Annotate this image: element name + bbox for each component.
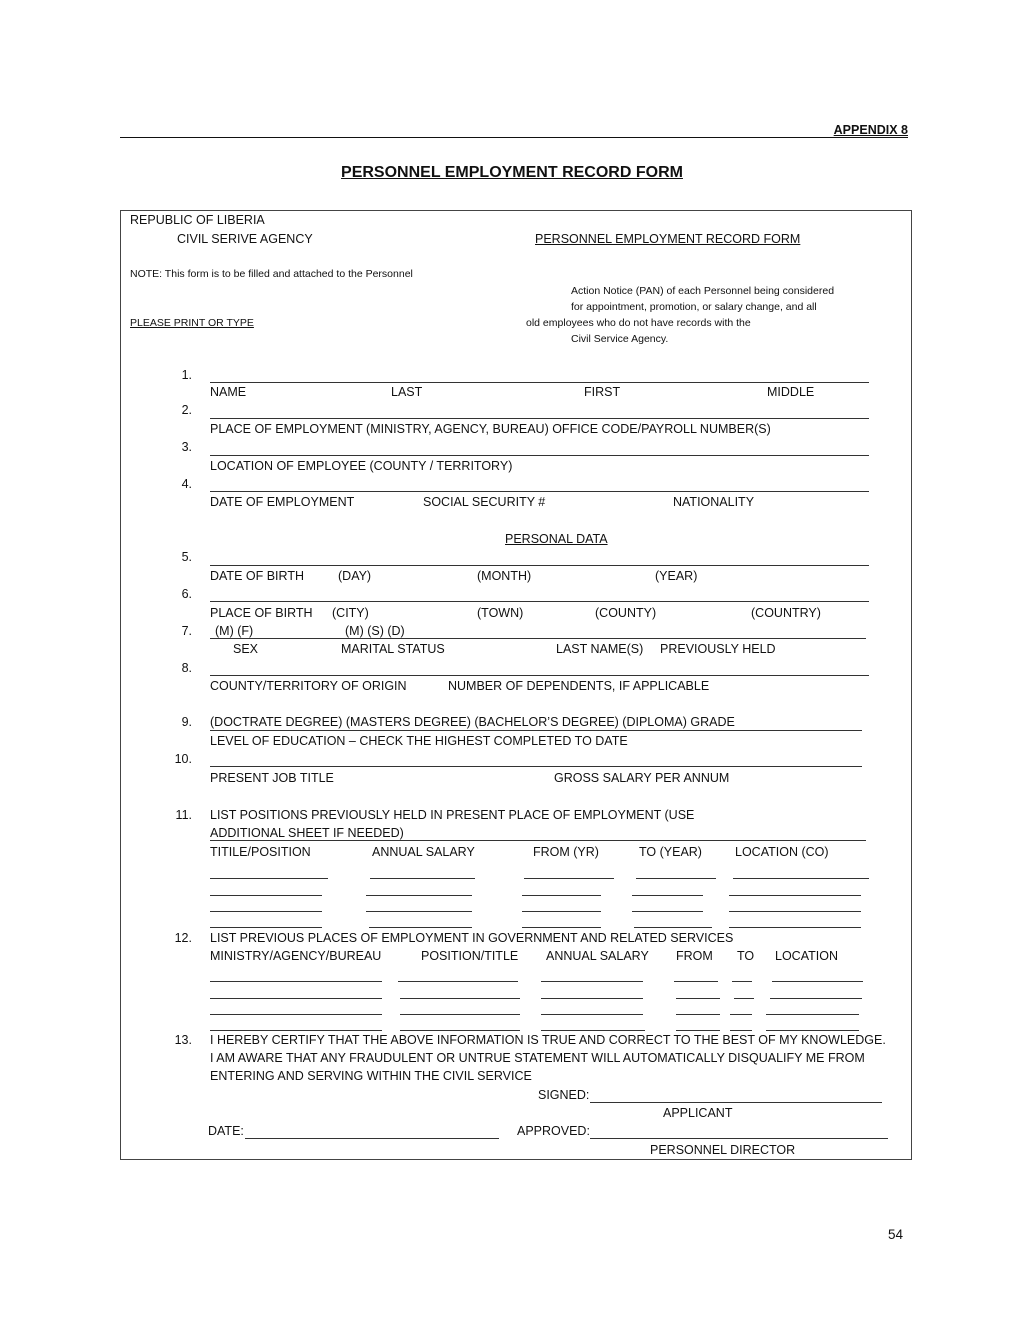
- column-header: MINISTRY/AGENCY/BUREAU: [210, 949, 382, 963]
- table-cell-blank[interactable]: [541, 1030, 645, 1031]
- field-label: SOCIAL SECURITY #: [423, 495, 546, 509]
- marital-options[interactable]: (M) (S) (D): [345, 624, 405, 638]
- item-number: 6.: [181, 587, 192, 601]
- item-number: 2.: [181, 403, 192, 417]
- table-cell-blank[interactable]: [634, 927, 712, 928]
- table-cell-blank[interactable]: [676, 998, 720, 999]
- item-number: 4.: [181, 477, 192, 491]
- note-line-3: old employees who do not have records with the: [526, 317, 751, 329]
- field-label: SEX: [233, 642, 259, 656]
- table-cell-blank[interactable]: [733, 878, 869, 879]
- column-header: ANNUAL SALARY: [546, 949, 649, 963]
- field-label: (TOWN): [477, 606, 524, 620]
- note-line-1: Action Notice (PAN) of each Personnel being considered: [571, 285, 835, 297]
- table-cell-blank[interactable]: [636, 878, 716, 879]
- date-of-birth-field[interactable]: [210, 565, 869, 566]
- item-number: 13.: [174, 1033, 192, 1047]
- table-cell-blank[interactable]: [210, 1014, 382, 1015]
- item-text: LIST POSITIONS PREVIOUSLY HELD IN PRESENT PLACE OF EMPLOYMENT (USE: [210, 808, 695, 822]
- positions-header-rule: [210, 840, 866, 841]
- item-number: 10.: [174, 752, 192, 766]
- date-label: DATE:: [208, 1124, 244, 1138]
- field-label: LAST NAME(S): [556, 642, 644, 656]
- signed-label: SIGNED:: [538, 1088, 590, 1102]
- country-label: REPUBLIC OF LIBERIA: [130, 213, 265, 227]
- form-title: PERSONNEL EMPLOYMENT RECORD FORM: [341, 164, 683, 181]
- item-number: 5.: [181, 550, 192, 564]
- field-label: MARITAL STATUS: [341, 642, 445, 656]
- item-number: 8.: [181, 661, 192, 675]
- table-cell-blank[interactable]: [541, 981, 643, 982]
- item-text: ADDITIONAL SHEET IF NEEDED): [210, 826, 404, 840]
- table-cell-blank[interactable]: [734, 998, 754, 999]
- education-degree-options[interactable]: (DOCTRATE DEGREE) (MASTERS DEGREE) (BACHELOR’S DEGREE) (DIPLOMA) GRADE: [210, 715, 735, 729]
- field-label: PREVIOUSLY HELD: [660, 642, 776, 656]
- table-cell-blank[interactable]: [522, 927, 601, 928]
- table-cell-blank[interactable]: [770, 998, 862, 999]
- field-label: NAME: [210, 385, 247, 399]
- field-label: DATE OF BIRTH: [210, 569, 304, 583]
- field-label: LAST: [391, 385, 423, 399]
- page-number: 54: [887, 1227, 903, 1242]
- column-header: LOCATION: [775, 949, 838, 963]
- field-label: MIDDLE: [767, 385, 815, 399]
- table-cell-blank[interactable]: [524, 878, 614, 879]
- table-cell-blank[interactable]: [632, 911, 703, 912]
- table-cell-blank[interactable]: [398, 981, 518, 982]
- table-cell-blank[interactable]: [522, 895, 601, 896]
- form-name-label: PERSONNEL EMPLOYMENT RECORD FORM: [535, 232, 801, 246]
- field-label: NUMBER OF DEPENDENTS, IF APPLICABLE: [448, 679, 710, 693]
- column-header: TO: [737, 949, 755, 963]
- table-cell-blank[interactable]: [541, 1014, 643, 1015]
- table-cell-blank[interactable]: [766, 1030, 859, 1031]
- county-of-origin-field[interactable]: [210, 675, 869, 676]
- table-cell-blank[interactable]: [210, 911, 322, 912]
- note-text: NOTE: This form is to be filled and attached to the Personnel: [130, 268, 413, 280]
- field-label: FIRST: [584, 385, 621, 399]
- item-text: LIST PREVIOUS PLACES OF EMPLOYMENT IN GOVERNMENT AND RELATED SERVICES: [210, 931, 734, 945]
- director-label: PERSONNEL DIRECTOR: [650, 1143, 796, 1157]
- table-cell-blank[interactable]: [370, 878, 475, 879]
- field-label: PRESENT JOB TITLE: [210, 771, 334, 785]
- item-number: 3.: [181, 440, 192, 454]
- table-cell-blank[interactable]: [210, 895, 322, 896]
- sex-options[interactable]: (M) (F): [215, 624, 254, 638]
- certification-line-3: ENTERING AND SERVING WITHIN THE CIVIL SERVICE: [210, 1069, 532, 1083]
- field-label: (COUNTRY): [751, 606, 821, 620]
- place-of-employment-field[interactable]: [210, 418, 869, 419]
- table-cell-blank[interactable]: [730, 1014, 752, 1015]
- item-number: 1.: [181, 368, 192, 382]
- field-label: (MONTH): [477, 569, 532, 583]
- table-cell-blank[interactable]: [400, 998, 520, 999]
- table-cell-blank[interactable]: [400, 1014, 520, 1015]
- applicant-label: APPLICANT: [663, 1106, 733, 1120]
- note-line-2: for appointment, promotion, or salary change, and all: [571, 301, 817, 313]
- table-cell-blank[interactable]: [729, 895, 861, 896]
- field-label: (YEAR): [655, 569, 698, 583]
- field-label: GROSS SALARY PER ANNUM: [554, 771, 730, 785]
- agency-label: CIVIL SERIVE AGENCY: [177, 232, 313, 246]
- field-label: (CITY): [332, 606, 369, 620]
- field-label: NATIONALITY: [673, 495, 755, 509]
- table-cell-blank[interactable]: [632, 895, 703, 896]
- table-cell-blank[interactable]: [369, 927, 472, 928]
- table-cell-blank[interactable]: [729, 927, 861, 928]
- education-field[interactable]: [210, 730, 862, 731]
- table-cell-blank[interactable]: [522, 911, 601, 912]
- date-field[interactable]: [245, 1138, 499, 1139]
- item-number: 12.: [174, 931, 192, 945]
- table-cell-blank[interactable]: [210, 878, 328, 879]
- column-header: POSITION/TITLE: [421, 949, 519, 963]
- table-cell-blank[interactable]: [676, 1014, 720, 1015]
- table-cell-blank[interactable]: [400, 1030, 520, 1031]
- table-cell-blank[interactable]: [766, 1014, 859, 1015]
- column-header: FROM: [676, 949, 713, 963]
- table-cell-blank[interactable]: [676, 1030, 720, 1031]
- director-signature-field[interactable]: [590, 1138, 888, 1139]
- certification-line-2: I AM AWARE THAT ANY FRAUDULENT OR UNTRUE STATEMENT WILL AUTOMATICALLY DISQUALIFY ME FROM: [210, 1051, 865, 1065]
- column-header: ANNUAL SALARY: [372, 845, 475, 859]
- name-field[interactable]: [210, 382, 869, 383]
- item-number: 11.: [175, 808, 192, 822]
- certification-line-1: I HEREBY CERTIFY THAT THE ABOVE INFORMATION IS TRUE AND CORRECT TO THE BEST OF MY KNOWLEDGE.: [210, 1033, 886, 1047]
- table-cell-blank[interactable]: [772, 981, 863, 982]
- column-header: FROM (YR): [533, 845, 599, 859]
- location-field[interactable]: [210, 455, 869, 456]
- table-cell-blank[interactable]: [210, 927, 322, 928]
- field-label: (DAY): [338, 569, 372, 583]
- sex-marital-field[interactable]: [210, 638, 866, 639]
- table-cell-blank[interactable]: [366, 895, 472, 896]
- field-label: LOCATION OF EMPLOYEE (COUNTY / TERRITORY): [210, 459, 513, 473]
- print-instruction: PLEASE PRINT OR TYPE: [130, 317, 254, 329]
- section-heading-personal-data: PERSONAL DATA: [505, 532, 608, 546]
- place-of-birth-field[interactable]: [210, 601, 869, 602]
- column-header: LOCATION (CO): [735, 845, 829, 859]
- approved-label: APPROVED:: [517, 1124, 590, 1138]
- table-cell-blank[interactable]: [732, 981, 752, 982]
- table-cell-blank[interactable]: [210, 1030, 382, 1031]
- table-cell-blank[interactable]: [366, 911, 472, 912]
- table-cell-blank[interactable]: [729, 911, 861, 912]
- date-of-employment-field[interactable]: [210, 491, 869, 492]
- table-cell-blank[interactable]: [541, 998, 643, 999]
- field-label: LEVEL OF EDUCATION – CHECK THE HIGHEST COMPLETED TO DATE: [210, 734, 628, 748]
- table-cell-blank[interactable]: [674, 981, 718, 982]
- applicant-signature-field[interactable]: [590, 1102, 882, 1103]
- top-rule: [120, 137, 908, 138]
- column-header: TO (YEAR): [639, 845, 702, 859]
- item-number: 7.: [181, 624, 192, 638]
- field-label: (COUNTY): [595, 606, 657, 620]
- field-label: COUNTY/TERRITORY OF ORIGIN: [210, 679, 407, 693]
- note-line-4: Civil Service Agency.: [571, 333, 669, 345]
- table-cell-blank[interactable]: [730, 1030, 752, 1031]
- field-label: PLACE OF EMPLOYMENT (MINISTRY, AGENCY, BUREAU) OFFICE CODE/PAYROLL NUMBER(S): [210, 422, 771, 436]
- item-number: 9.: [181, 715, 192, 729]
- field-label: DATE OF EMPLOYMENT: [210, 495, 355, 509]
- table-cell-blank[interactable]: [210, 998, 382, 999]
- job-title-field[interactable]: [210, 766, 862, 767]
- column-header: TITILE/POSITION: [210, 845, 311, 859]
- field-label: PLACE OF BIRTH: [210, 606, 313, 620]
- table-cell-blank[interactable]: [210, 981, 382, 982]
- appendix-label: APPENDIX 8: [833, 123, 908, 137]
